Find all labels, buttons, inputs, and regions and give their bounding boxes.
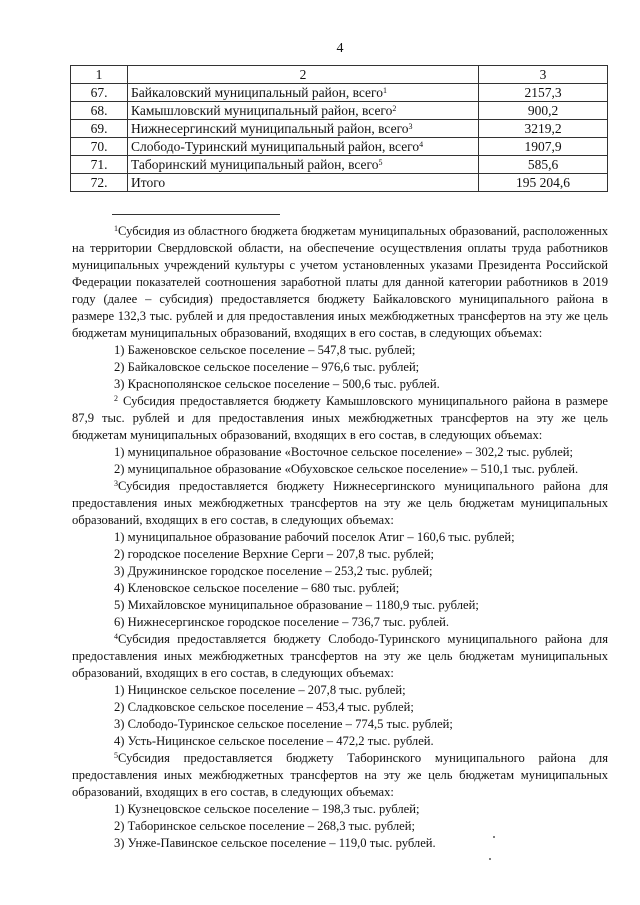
table-row (71, 156, 608, 174)
amount: 585,6 (479, 156, 608, 174)
footnote-mark: 3 (114, 479, 118, 488)
district-name-text: Камышловский муниципальный район, всего (131, 102, 393, 118)
footnote-mark: 5 (114, 751, 118, 760)
list-item: 2) Таборинское сельское поселение – 268,3 тыс. рублей; (114, 819, 415, 833)
list-item: 3) Унже-Павинское сельское поселение – 119,0 тыс. рублей. (114, 836, 436, 850)
footnote-2 (72, 393, 608, 444)
district-name-text: Байкаловский муниципальный район, всего (131, 84, 383, 100)
footnote-ref: 2 (392, 103, 397, 113)
total-amount: 195 204,6 (479, 174, 608, 192)
district-name-text: Нижнесергинский муниципальный район, всего (131, 120, 409, 136)
district-name (128, 102, 479, 120)
list-item: 1) муниципальное образование рабочий поселок Атиг – 160,6 тыс. рублей; (114, 530, 515, 544)
row-number: 69. (71, 120, 128, 138)
footnote-ref: 3 (408, 121, 413, 131)
footnote-text: Субсидия предоставляется бюджету Слободо-Туринского муниципального района для предоставления иных межбюджетных трансфертов на эту же цель бюджетам муниципальных образований, входящих в его состав, в следующих объемах: (72, 632, 608, 680)
footnote-mark: 4 (114, 632, 118, 641)
footnote-1 (72, 223, 608, 342)
column-header: 2 (128, 66, 479, 84)
table-row (71, 120, 608, 138)
row-number: 70. (71, 138, 128, 156)
footnote-mark: 1 (114, 224, 118, 233)
footnote-mark: 2 (114, 394, 118, 403)
list-item: 4) Кленовское сельское поселение – 680 тыс. рублей; (114, 581, 400, 595)
district-name-text: Слободо-Туринский муниципальный район, всего (131, 138, 420, 154)
scan-speck (489, 858, 491, 860)
data-table (70, 65, 608, 192)
district-name (128, 84, 479, 102)
table-header-row (71, 66, 608, 84)
footnotes (72, 223, 608, 852)
district-name (128, 156, 479, 174)
list-item: 3) Слободо-Туринское сельское поселение – 774,5 тыс. рублей; (114, 717, 453, 731)
footnote-text: Субсидия предоставляется бюджету Камышловского муниципального района в размере 87,9 тыс. рублей и для предоставления иных межбюджетных трансфертов на эту же цель бюджетам муниципальных образований, входящих в его состав, в следующих объемах: (72, 394, 608, 442)
scan-speck (493, 836, 495, 838)
table-row (71, 138, 608, 156)
total-label: Итого (128, 174, 479, 192)
table-row (71, 102, 608, 120)
row-number: 71. (71, 156, 128, 174)
list-item: 1) Ницинское сельское поселение – 207,8 тыс. рублей; (114, 683, 406, 697)
footnote-4 (72, 631, 608, 682)
list-item: 5) Михайловское муниципальное образование – 1180,9 тыс. рублей; (114, 598, 479, 612)
list-item: 2) Сладковское сельское поселение – 453,4 тыс. рублей; (114, 700, 414, 714)
page-number: 4 (336, 41, 344, 56)
list-item: 3) Краснополянское сельское поселение – 500,6 тыс. рублей. (114, 377, 440, 391)
list-item: 3) Дружининское городское поселение – 253,2 тыс. рублей; (114, 564, 433, 578)
district-name (128, 138, 479, 156)
amount: 1907,9 (479, 138, 608, 156)
column-header: 1 (71, 66, 128, 84)
amount: 900,2 (479, 102, 608, 120)
footnote-separator (112, 214, 280, 215)
footnote-ref: 5 (378, 157, 383, 167)
table-row-total (71, 174, 608, 192)
amount: 2157,3 (479, 84, 608, 102)
column-header: 3 (479, 66, 608, 84)
row-number: 68. (71, 102, 128, 120)
list-item: 4) Усть-Ницинское сельское поселение – 472,2 тыс. рублей. (114, 734, 434, 748)
district-name-text: Таборинский муниципальный район, всего (131, 156, 379, 172)
row-number: 72. (71, 174, 128, 192)
list-item: 2) Байкаловское сельское поселение – 976,6 тыс. рублей; (114, 360, 420, 374)
footnote-text: Субсидия предоставляется бюджету Нижнесергинского муниципального района для предоставления иных межбюджетных трансфертов на эту же цель бюджетам муниципальных образований, входящих в его состав, в следующих объемах: (72, 479, 608, 527)
footnote-5 (72, 750, 608, 801)
district-name (128, 120, 479, 138)
footnote-ref: 1 (383, 85, 387, 95)
list-item: 6) Нижнесергинское городское поселение – 736,7 тыс. рублей. (114, 615, 450, 629)
footnote-ref: 4 (419, 139, 424, 149)
amount: 3219,2 (479, 120, 608, 138)
list-item: 2) городское поселение Верхние Серги – 207,8 тыс. рублей; (114, 547, 435, 561)
list-item: 2) муниципальное образование «Обуховское сельское поселение» – 510,1 тыс. рублей. (114, 462, 579, 476)
list-item: 1) Баженовское сельское поселение – 547,8 тыс. рублей; (114, 343, 416, 357)
table-row (71, 84, 608, 102)
footnote-text: Субсидия из областного бюджета бюджетам муниципальных образований, расположенных на территории Свердловской области, на обеспечение осуществления оплаты труда работников муниципальных учреждений культуры с учетом установленных указами Президента Российской Федерации показателей соотношения заработной платы для данной категории работников в 2019 году (далее – субсидия) предоставляется бюджету Байкаловского муниципального района в размере 132,3 тыс. рублей и для предоставления иных межбюджетных трансфертов на эту же цель бюджетам муниципальных образований, входящих в его состав, в следующих объемах: (72, 224, 608, 340)
footnote-text: Субсидия предоставляется бюджету Таборинского муниципального района для предоставления иных межбюджетных трансфертов на эту же цель бюджетам муниципальных образований, входящих в его состав, в следующих объемах: (72, 751, 608, 799)
row-number: 67. (71, 84, 128, 102)
list-item: 1) Кузнецовское сельское поселение – 198,3 тыс. рублей; (114, 802, 420, 816)
footnote-3 (72, 478, 608, 529)
list-item: 1) муниципальное образование «Восточное сельское поселение» – 302,2 тыс. рублей; (114, 445, 574, 459)
